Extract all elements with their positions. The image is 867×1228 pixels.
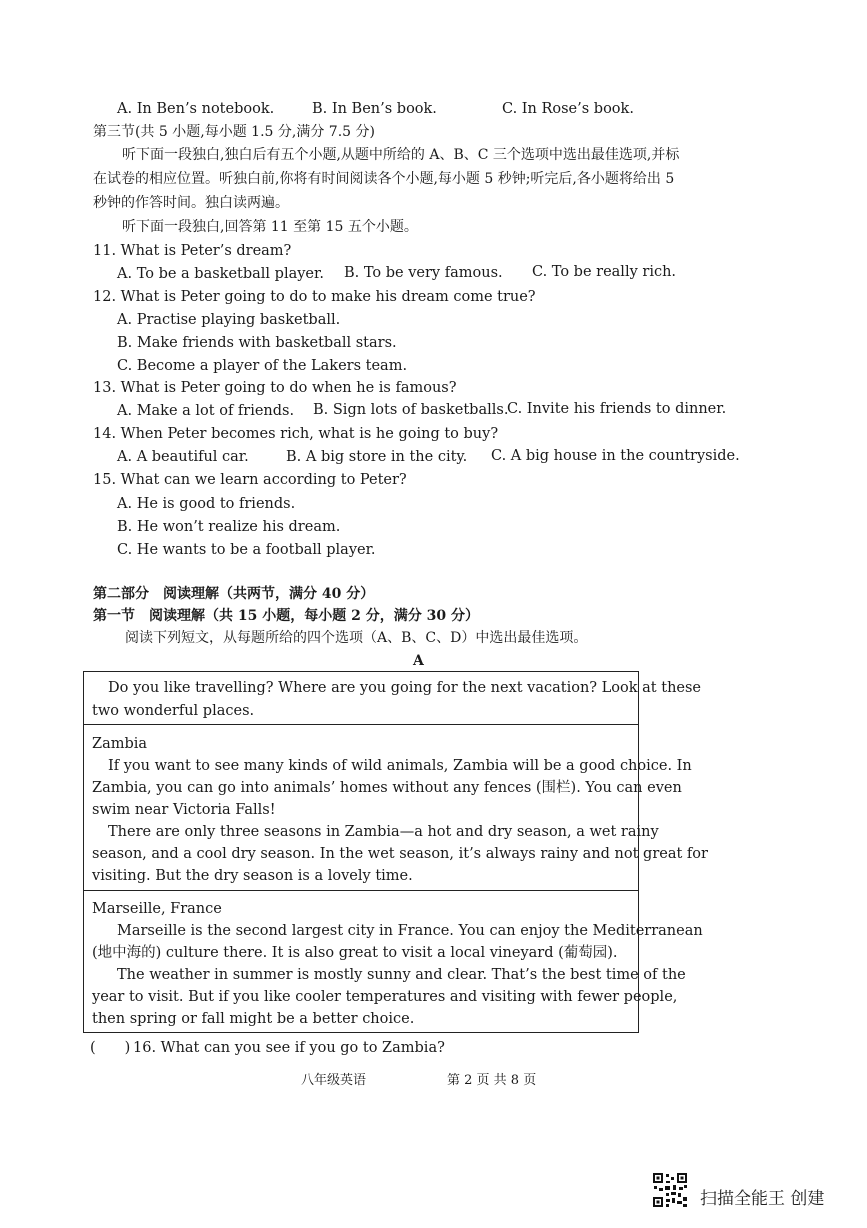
passage-label: A <box>413 653 424 669</box>
watermark-text: 扫描全能王 创建 <box>700 1189 825 1209</box>
q13-option-c: C. Invite his friends to dinner. <box>507 401 727 417</box>
passage-intro-line-1: Do you like travelling? Where are you going for the next vacation? Look at these <box>108 680 702 696</box>
zambia-line-4: There are only three seasons in Zambia—a hot and dry season, a wet rainy <box>108 824 659 840</box>
question-15: 15. What can we learn according to Peter? <box>93 472 407 488</box>
q12-option-a: A. Practise playing basketball. <box>117 312 341 328</box>
q13-option-b: B. Sign lots of basketballs. <box>313 402 509 418</box>
marseille-box <box>83 890 703 1033</box>
passage-intro-box <box>83 671 702 725</box>
q12-option-c: C. Become a player of the Lakers team. <box>117 358 408 374</box>
q12-option-b: B. Make friends with basketball stars. <box>117 335 397 351</box>
q11-option-c: C. To be really rich. <box>532 264 677 280</box>
marseille-title: Marseille, France <box>92 901 222 917</box>
part2-title: 第二部分 阅读理解（共两节，满分 40 分） <box>93 586 375 602</box>
marseille-line-5: then spring or fall might be a better choice. <box>92 1011 415 1027</box>
footer-page-number: 第 2 页 共 8 页 <box>447 1073 537 1088</box>
section3-instruction-4: 听下面一段独白,回答第 11 至第 15 五个小题。 <box>122 219 418 235</box>
question-13: 13. What is Peter going to do when he is famous? <box>93 380 457 396</box>
section3-title: 第三节(共 5 小题,每小题 1.5 分,满分 7.5 分) <box>93 124 375 140</box>
section3-instruction-1: 听下面一段独白,独白后有五个小题,从题中所给的 A、B、C 三个选项中选出最佳选项,并标 <box>122 147 680 163</box>
q15-option-a: A. He is good to friends. <box>117 496 296 512</box>
section3-instruction-3: 秒钟的作答时间。独白读两遍。 <box>93 195 289 211</box>
q15-option-c: C. He wants to be a football player. <box>117 542 376 558</box>
zambia-line-6: visiting. But the dry season is a lovely time. <box>92 868 413 884</box>
q15-option-b: B. He won’t realize his dream. <box>117 519 341 535</box>
zambia-title: Zambia <box>92 736 148 752</box>
q11-option-b: B. To be very famous. <box>344 265 503 281</box>
passage-intro-line-2: two wonderful places. <box>92 703 255 719</box>
marseille-line-4: year to visit. But if you like cooler temperatures and visiting with fewer people, <box>92 989 678 1005</box>
q10-option-c: C. In Rose’s book. <box>502 101 634 117</box>
q10-option-a: A. In Ben’s notebook. <box>117 101 275 117</box>
marseille-line-1: Marseille is the second largest city in France. You can enjoy the Mediterranean <box>117 923 703 939</box>
q10-option-b: B. In Ben’s book. <box>312 101 437 117</box>
question-12: 12. What is Peter going to do to make his dream come true? <box>93 289 536 305</box>
section3-instruction-2: 在试卷的相应位置。听独白前,你将有时间阅读各个小题,每小题 5 秒钟;听完后,各小题将给出 5 <box>93 171 675 187</box>
question-11: 11. What is Peter’s dream? <box>93 243 292 259</box>
question-14: 14. When Peter becomes rich, what is he going to buy? <box>93 426 499 442</box>
q13-option-a: A. Make a lot of friends. <box>117 403 295 419</box>
question-16: 16. What can you see if you go to Zambia? <box>133 1040 445 1056</box>
part2-instruction: 阅读下列短文，从每题所给的四个选项（A、B、C、D）中选出最佳选项。 <box>125 630 588 646</box>
q16-answer-blank[interactable]: ( ) <box>90 1040 131 1056</box>
qr-code-icon <box>652 1172 688 1208</box>
part2-section1-title: 第一节 阅读理解（共 15 小题，每小题 2 分，满分 30 分） <box>93 608 479 624</box>
zambia-box <box>83 724 708 891</box>
q14-option-a: A. A beautiful car. <box>117 449 249 465</box>
zambia-line-2: Zambia, you can go into animals’ homes without any fences (围栏). You can even <box>92 780 682 796</box>
q14-option-b: B. A big store in the city. <box>286 449 468 465</box>
marseille-line-2: (地中海的) culture there. It is also great to visit a local vineyard (葡萄园). <box>92 945 618 961</box>
footer-subject: 八年级英语 <box>301 1073 367 1088</box>
marseille-line-3: The weather in summer is mostly sunny and clear. That’s the best time of the <box>117 967 686 983</box>
q14-option-c: C. A big house in the countryside. <box>491 448 740 464</box>
zambia-line-5: season, and a cool dry season. In the wet season, it’s always rainy and not great for <box>92 846 708 862</box>
zambia-line-1: If you want to see many kinds of wild animals, Zambia will be a good choice. In <box>108 758 692 774</box>
q11-option-a: A. To be a basketball player. <box>117 266 324 282</box>
zambia-line-3: swim near Victoria Falls! <box>92 802 276 818</box>
